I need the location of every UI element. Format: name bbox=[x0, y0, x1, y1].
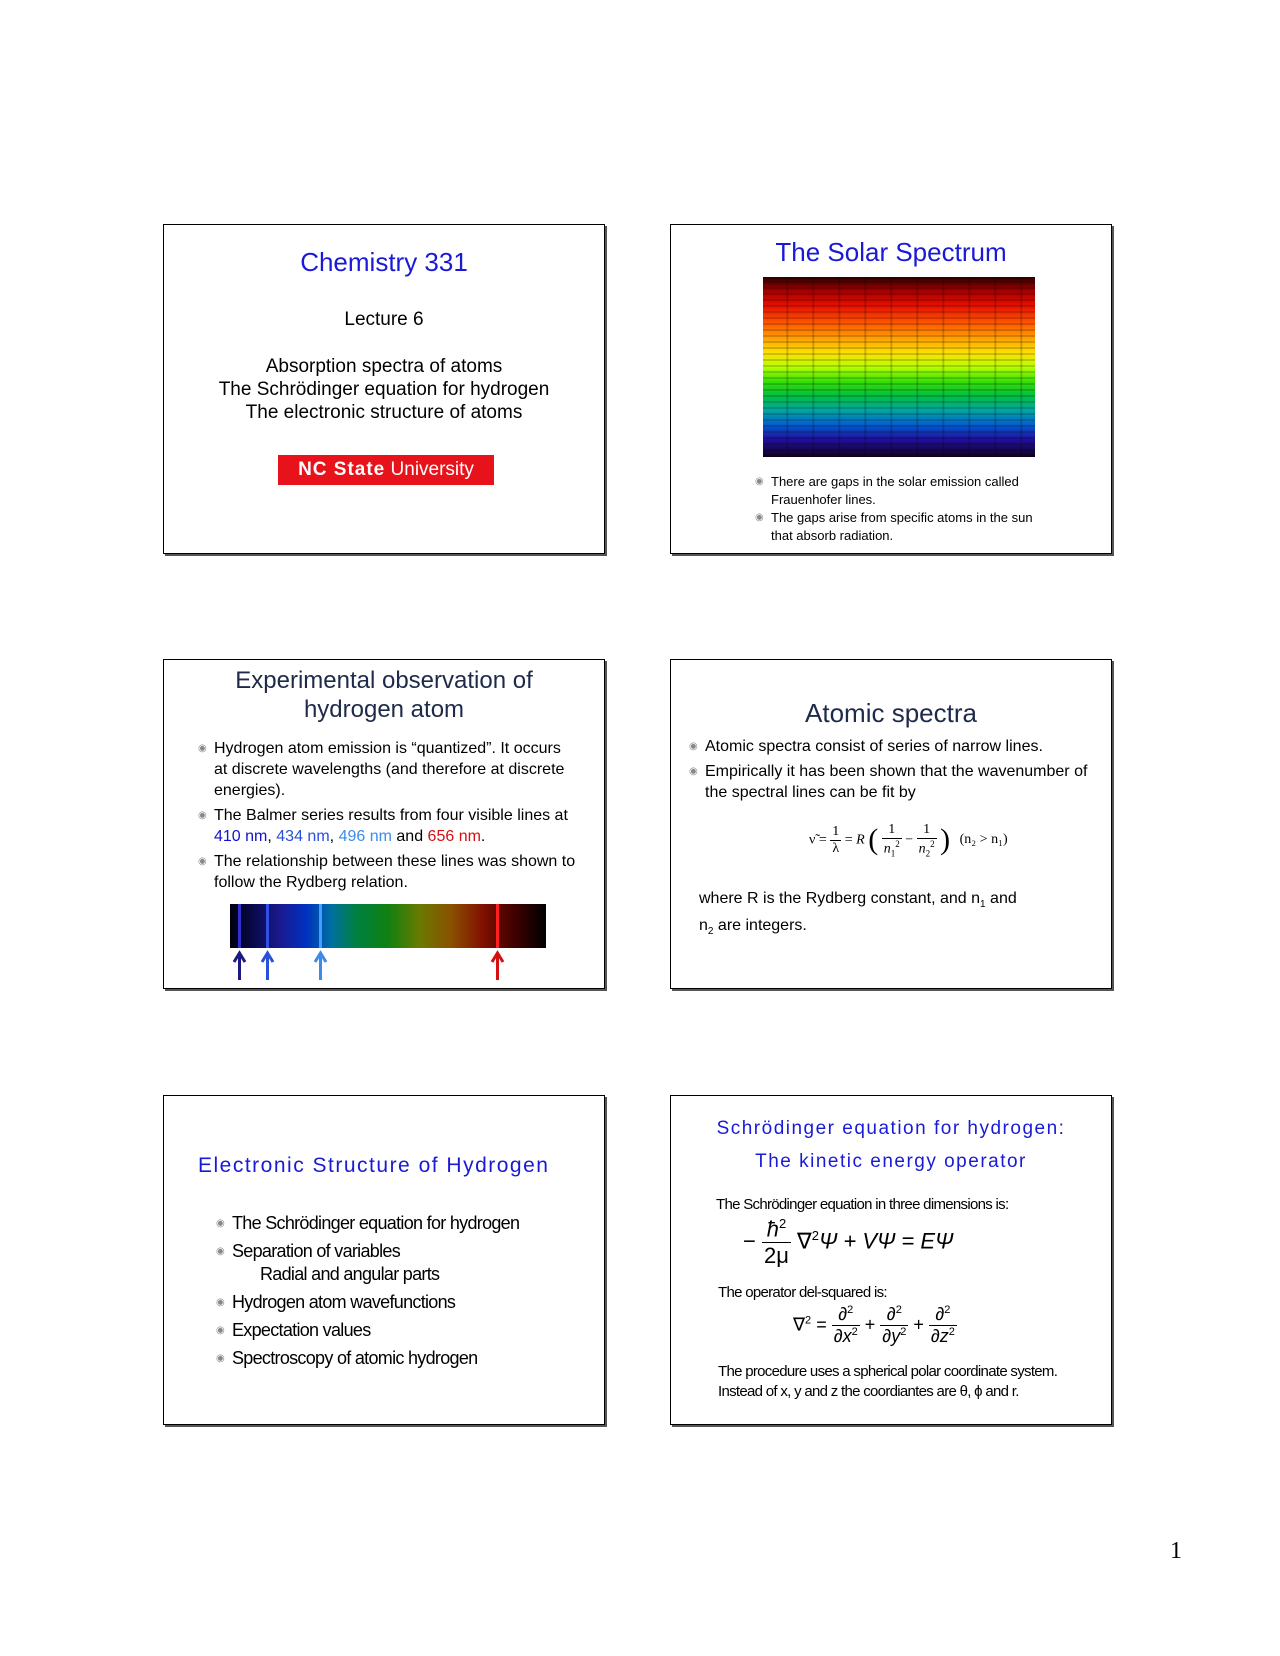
topic-list bbox=[164, 355, 604, 424]
spectral-line bbox=[319, 904, 322, 948]
bullet-icon: ◉ bbox=[216, 1297, 225, 1308]
list-item: ◉ There are gaps in the solar emission called Frauenhofer lines. bbox=[755, 474, 1019, 507]
list-item: ◉ Atomic spectra consist of series of narrow lines. bbox=[689, 738, 1043, 755]
ncstate-logo bbox=[278, 455, 494, 485]
bullet-icon: ◉ bbox=[755, 476, 764, 487]
bullet-list bbox=[755, 473, 1035, 545]
topic-list bbox=[216, 1212, 586, 1370]
spectral-line bbox=[266, 904, 269, 948]
del-text: The operator del-squared is: bbox=[718, 1284, 887, 1301]
list-item: ◉ Hydrogen atom emission is “quantized”. It occurs at discrete wavelengths (and therefore at discrete energies). bbox=[198, 740, 565, 799]
bullet-icon: ◉ bbox=[755, 512, 764, 523]
del-squared-equation: ∇$^2$ = $\frac{\partial^2}{\partial x^2}$ + $\frac{\partial^2}{\partial y^2}$ + $\frac{\partial^2}{\partial z^2}$ bbox=[793, 1304, 955, 1346]
bullet-icon: ◉ bbox=[198, 810, 207, 821]
topic-item: The electronic structure of atoms bbox=[245, 402, 523, 423]
logo-light-text: University bbox=[390, 459, 474, 480]
slide-title: Atomic spectra bbox=[805, 698, 977, 728]
balmer-arrows bbox=[230, 950, 546, 982]
bullet-icon: ◉ bbox=[198, 856, 207, 867]
bullet-icon: ◉ bbox=[216, 1353, 225, 1364]
bullet-icon: ◉ bbox=[689, 741, 698, 752]
solar-spectrum-image bbox=[763, 277, 1035, 457]
list-item: ◉ The Schrödinger equation for hydrogen bbox=[216, 1213, 520, 1233]
slide-solar-spectrum bbox=[670, 224, 1112, 554]
bullet-icon: ◉ bbox=[198, 743, 207, 754]
page-number: 1 bbox=[1170, 1538, 1182, 1564]
intro-text: The Schrödinger equation in three dimensions is: bbox=[716, 1196, 1009, 1213]
balmer-spectrum-bar bbox=[230, 904, 546, 948]
list-item: ◉ Separation of variables bbox=[216, 1241, 401, 1261]
slide-title: The Solar Spectrum bbox=[775, 237, 1007, 267]
arrow-410-icon bbox=[234, 953, 245, 980]
bullet-icon: ◉ bbox=[216, 1246, 225, 1257]
footer-text: The procedure uses a spherical polar coordinate system. Instead of x, y and z the coordiantes are θ, ϕ and r. bbox=[718, 1363, 1058, 1400]
list-item: ◉ The Balmer series results from four visible lines at 410 nm, 434 nm, 496 nm and 656 nm. bbox=[198, 807, 568, 845]
list-item: ◉ Hydrogen atom wavefunctions bbox=[216, 1292, 456, 1312]
line-496: 496 nm bbox=[338, 828, 392, 845]
line-434: 434 nm bbox=[276, 828, 330, 845]
slide-title: Experimental observation of hydrogen atom bbox=[235, 667, 533, 723]
arrow-656-icon bbox=[492, 953, 503, 980]
bullet-icon: ◉ bbox=[216, 1218, 225, 1229]
logo-bold-text: NC State bbox=[298, 459, 386, 480]
list-item: ◉ The gaps arise from specific atoms in the sun that absorb radiation. bbox=[755, 510, 1033, 543]
slide-title: Chemistry 331 bbox=[300, 247, 468, 277]
spectral-line bbox=[496, 904, 499, 948]
slide-atomic-spectra bbox=[670, 659, 1112, 989]
list-item: ◉ Empirically it has been shown that the wavenumber of the spectral lines can be fit by bbox=[689, 763, 1088, 801]
topic-item: Absorption spectra of atoms bbox=[265, 356, 503, 377]
list-item: ◉ The relationship between these lines was shown to follow the Rydberg relation. bbox=[198, 853, 576, 891]
fraunhofer-lines bbox=[763, 277, 1035, 457]
arrow-496-icon bbox=[315, 953, 326, 980]
bullet-list bbox=[198, 738, 578, 893]
rydberg-description: where R is the Rydberg constant, and $n_1$ and $n_2$ are integers. bbox=[699, 890, 1017, 938]
lecture-label: Lecture 6 bbox=[344, 309, 424, 330]
slide-electronic-structure bbox=[163, 1095, 605, 1425]
line-410: 410 nm bbox=[214, 828, 268, 845]
bullet-icon: ◉ bbox=[689, 766, 698, 777]
spectral-line bbox=[238, 904, 241, 948]
line-656: 656 nm bbox=[427, 828, 481, 845]
rydberg-equation: ν̃ = $\frac{1}{\lambda}$ = R ( $\frac{1}{n_1^2}$ − $\frac{1}{n_2^2}$ ) (n₂ > n₁) bbox=[809, 822, 1008, 859]
schrodinger-equation: − $\frac{ħ^2}{2\mu}$ ∇$^2$Ψ + VΨ = EΨ bbox=[743, 1216, 954, 1269]
slide-title: Schrödinger equation for hydrogen: The kinetic energy operator bbox=[716, 1118, 1066, 1172]
slide-kinetic-energy-operator bbox=[670, 1095, 1112, 1425]
list-item: Radial and angular parts bbox=[260, 1264, 440, 1284]
bullet-icon: ◉ bbox=[216, 1325, 225, 1336]
slide-chemistry-331 bbox=[163, 224, 605, 554]
arrow-434-icon bbox=[262, 953, 273, 980]
topic-item: The Schrödinger equation for hydrogen bbox=[218, 379, 550, 400]
list-item: ◉ Spectroscopy of atomic hydrogen bbox=[216, 1348, 478, 1368]
bullet-list bbox=[689, 736, 1089, 803]
list-item: ◉ Expectation values bbox=[216, 1320, 371, 1340]
slide-title: Electronic Structure of Hydrogen bbox=[198, 1154, 550, 1177]
slide-hydrogen-observation bbox=[163, 659, 605, 989]
